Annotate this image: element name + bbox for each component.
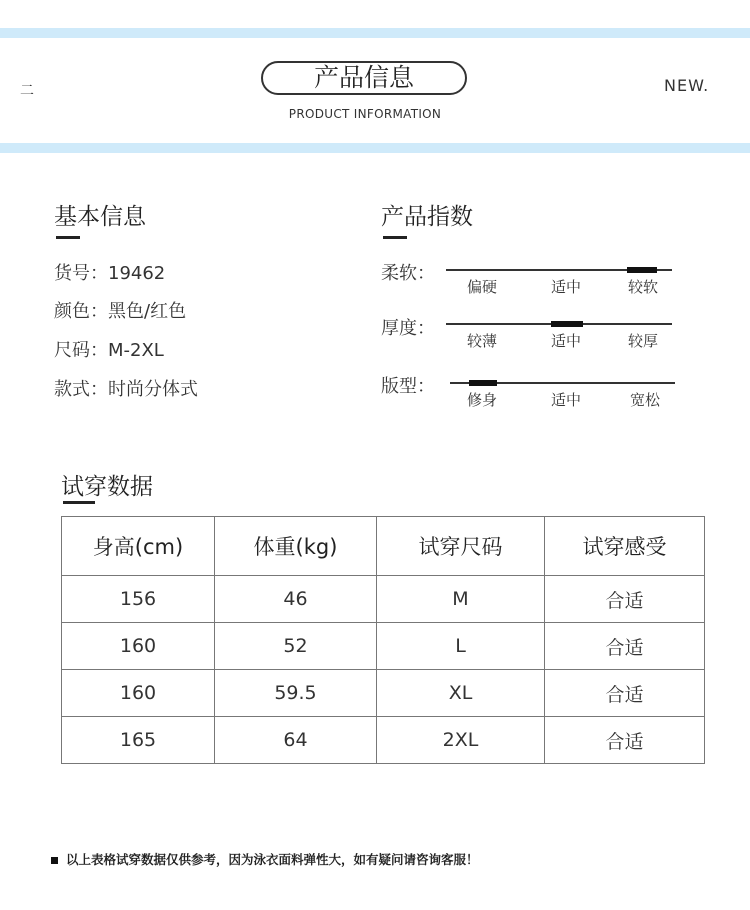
- cell-height: 160: [62, 670, 215, 717]
- index-label: 版型：: [381, 376, 435, 397]
- index-word-low: 较薄: [466, 332, 497, 350]
- cell-weight: 59.5: [215, 670, 377, 717]
- cell-feeling: 合适: [545, 576, 705, 623]
- index-word-low: 偏硬: [466, 278, 497, 296]
- info-row-item-number: 货号：19462: [54, 263, 166, 284]
- cell-size: 2XL: [377, 717, 545, 764]
- index-label: 厚度：: [381, 318, 435, 339]
- index-marker: [469, 380, 497, 386]
- column-header-height: 身高(cm): [62, 517, 215, 576]
- fit-data-underline: [63, 501, 95, 504]
- table-header-row: [62, 517, 705, 576]
- column-header-weight: 体重(kg): [215, 517, 377, 576]
- header-top-band: [0, 28, 750, 38]
- page-subtitle: PRODUCT INFORMATION: [288, 107, 442, 121]
- column-header-size: 试穿尺码: [377, 517, 545, 576]
- basic-info-underline: [56, 236, 80, 239]
- footer-note-text: 以上表格试穿数据仅供参考，因为泳衣面料弹性大，如有疑问请咨询客服！: [66, 852, 479, 867]
- index-word-high: 较软: [627, 278, 658, 296]
- basic-info-heading: 基本信息: [54, 204, 146, 230]
- fit-data-heading: 试穿数据: [61, 474, 153, 500]
- cell-size: L: [377, 623, 545, 670]
- cell-size: M: [377, 576, 545, 623]
- info-row-style: 款式：时尚分体式: [54, 379, 198, 400]
- cell-height: 165: [62, 717, 215, 764]
- index-word-mid: 适中: [550, 278, 581, 296]
- index-word-mid: 适中: [550, 332, 581, 350]
- product-index-heading: 产品指数: [381, 204, 473, 230]
- header-bottom-band: [0, 143, 750, 153]
- bullet-square-icon: [51, 857, 58, 864]
- table-row: [62, 623, 705, 670]
- column-header-feeling: 试穿感受: [545, 517, 705, 576]
- table-row: [62, 670, 705, 717]
- new-mark: NEW.: [664, 76, 710, 95]
- product-index-underline: [383, 236, 407, 239]
- index-word-high: 较厚: [627, 332, 658, 350]
- fit-data-table: [61, 516, 705, 764]
- cell-weight: 46: [215, 576, 377, 623]
- index-word-high: 宽松: [629, 391, 660, 409]
- info-row-size: 尺码：M-2XL: [54, 340, 164, 361]
- table-row: [62, 717, 705, 764]
- index-word-low: 修身: [466, 391, 497, 409]
- cell-size: XL: [377, 670, 545, 717]
- cell-feeling: 合适: [545, 670, 705, 717]
- cell-height: 156: [62, 576, 215, 623]
- info-row-color: 颜色：黑色/红色: [54, 301, 187, 322]
- cell-weight: 64: [215, 717, 377, 764]
- index-word-mid: 适中: [550, 391, 581, 409]
- header-left-mark: 二: [20, 83, 34, 99]
- cell-height: 160: [62, 623, 215, 670]
- page-title: 产品信息: [261, 61, 467, 95]
- index-label: 柔软：: [381, 263, 435, 284]
- cell-weight: 52: [215, 623, 377, 670]
- cell-feeling: 合适: [545, 717, 705, 764]
- cell-feeling: 合适: [545, 623, 705, 670]
- index-marker: [551, 321, 583, 327]
- footer-note: [51, 850, 479, 868]
- index-marker: [627, 267, 657, 273]
- table-row: [62, 576, 705, 623]
